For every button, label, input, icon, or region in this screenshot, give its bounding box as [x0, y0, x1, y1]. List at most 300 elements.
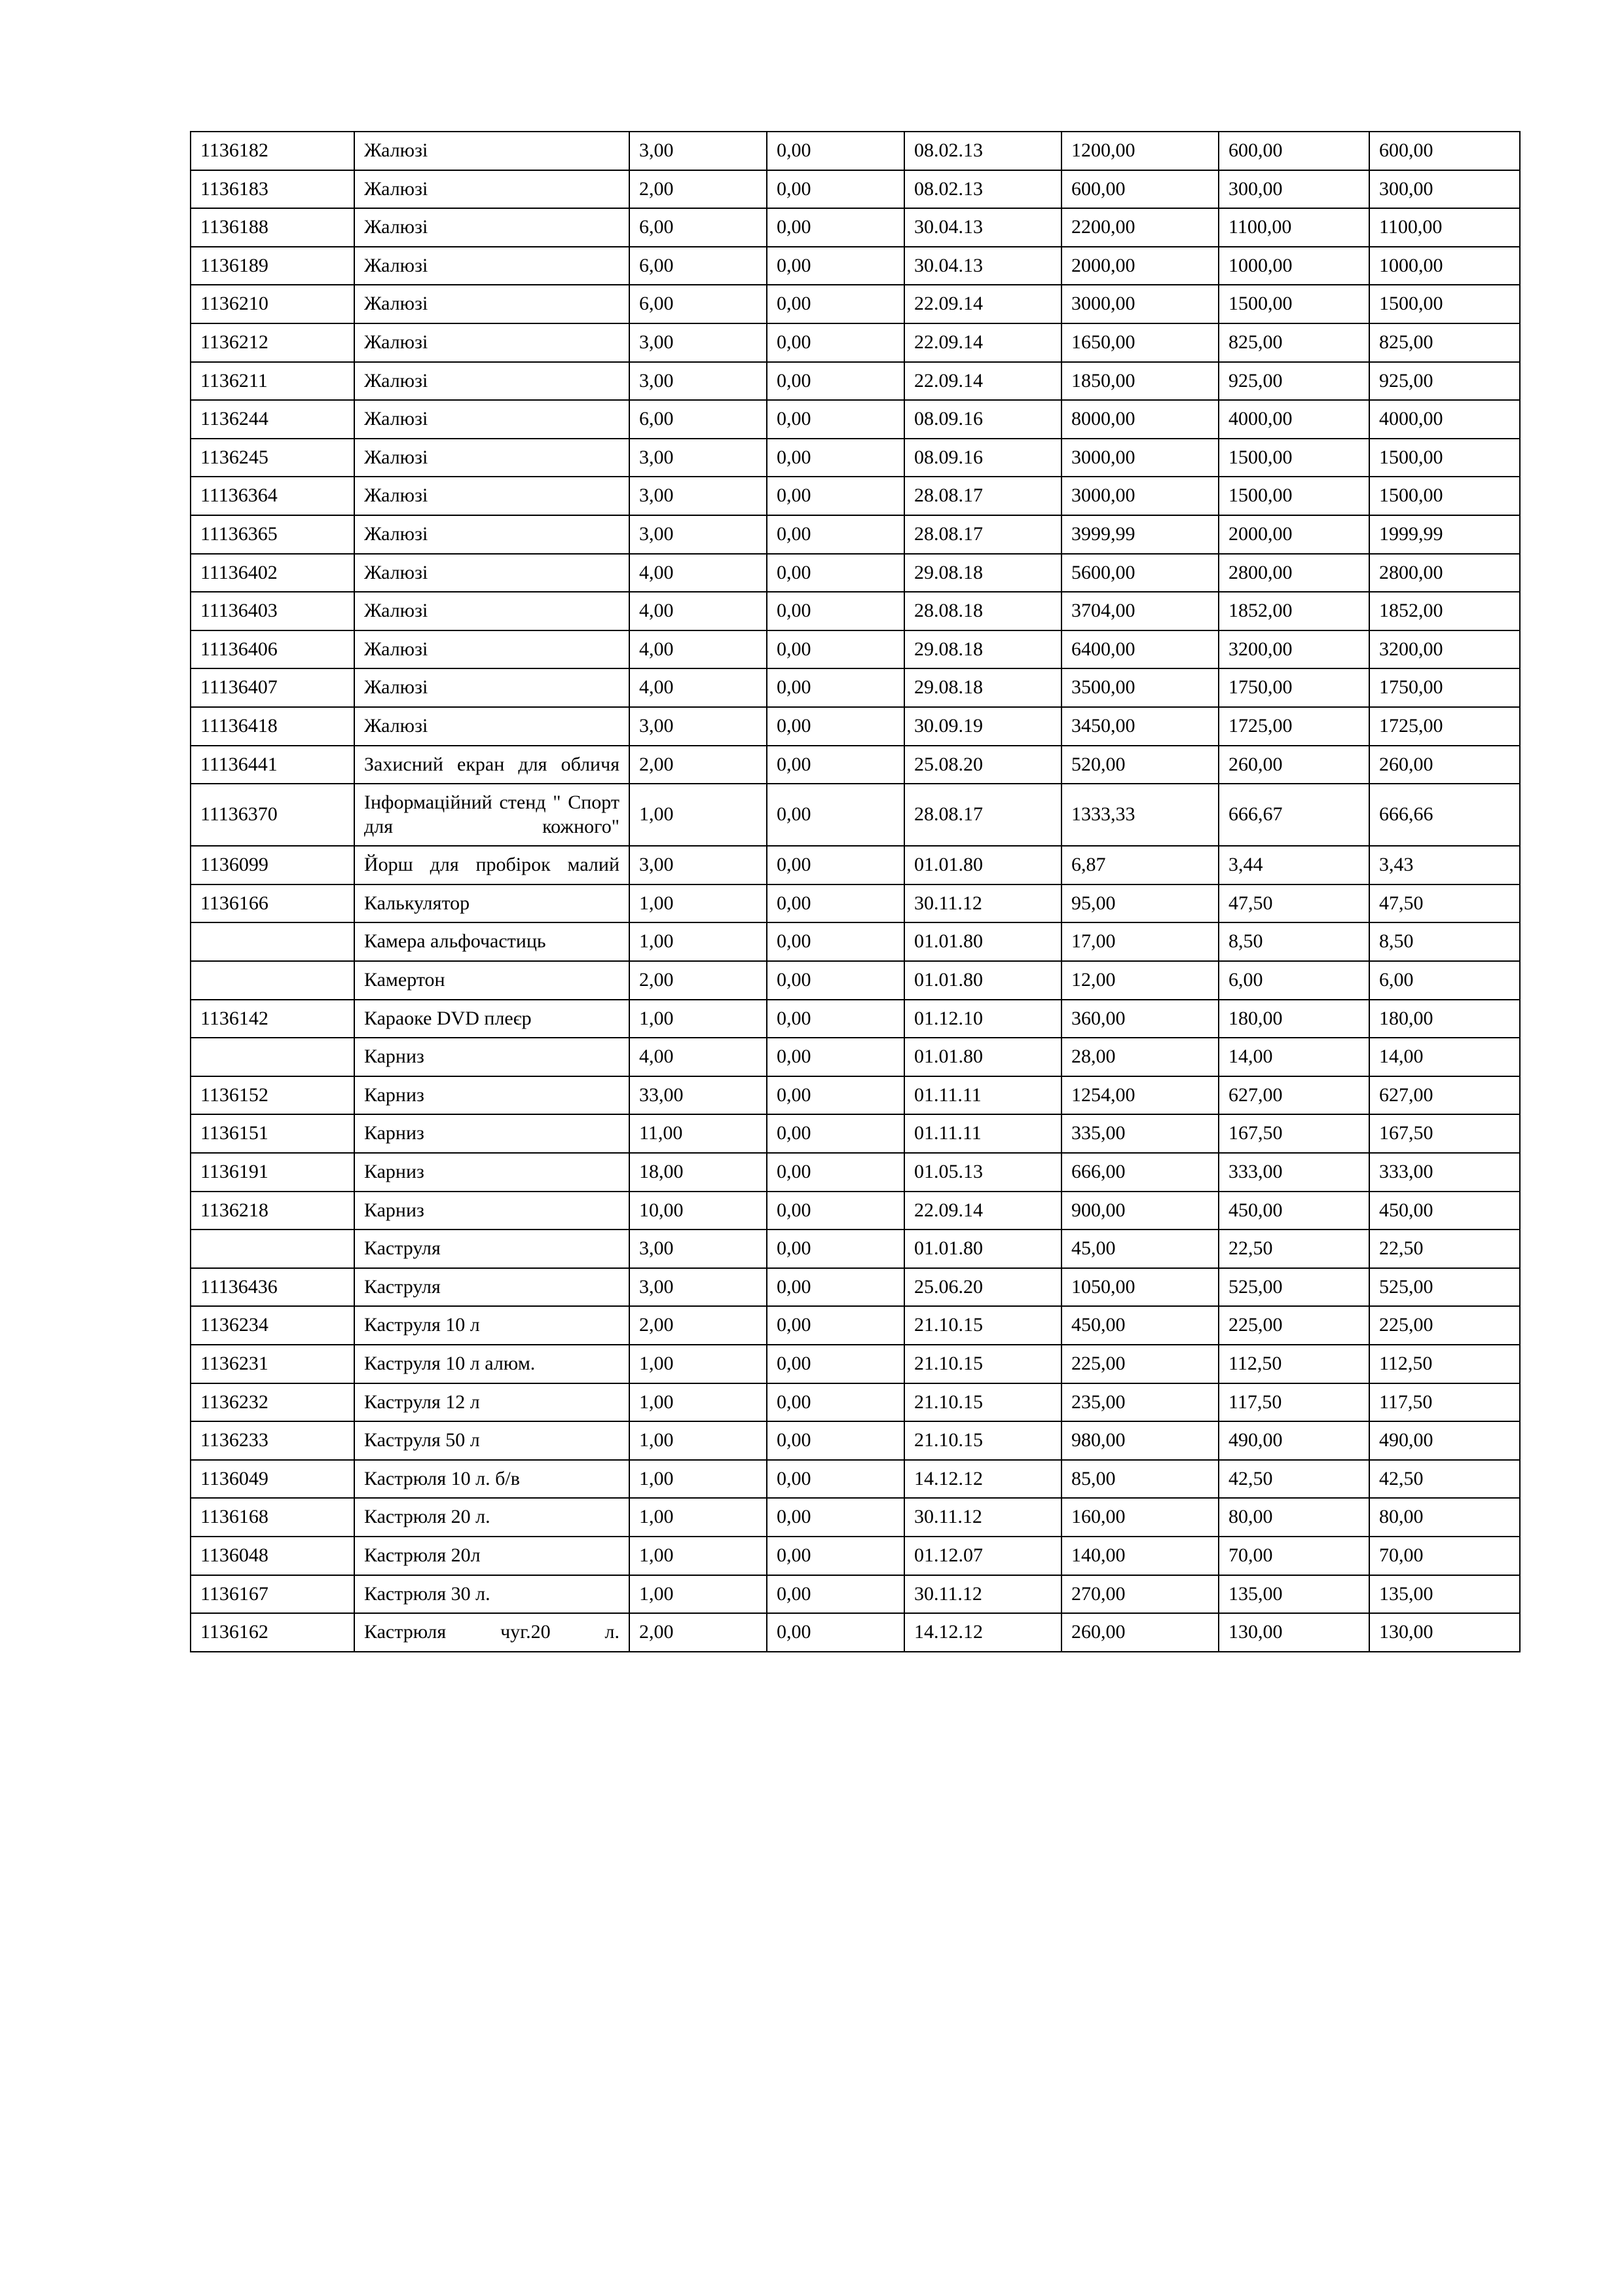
cell-qty: 2,00: [629, 1613, 767, 1652]
cell-zero: 0,00: [767, 208, 904, 247]
cell-code: 11136418: [191, 707, 354, 746]
cell-date: 22.09.14: [904, 362, 1061, 401]
cell-name: Жалюзі: [354, 592, 629, 630]
table-row: [191, 362, 1520, 401]
cell-name: Каструля 12 л: [354, 1383, 629, 1422]
cell-zero: 0,00: [767, 247, 904, 285]
cell-val1: 627,00: [1219, 1076, 1369, 1115]
cell-qty: 2,00: [629, 961, 767, 1000]
cell-qty: 2,00: [629, 1306, 767, 1345]
cell-code: 1136168: [191, 1498, 354, 1537]
cell-sum: 1333,33: [1061, 784, 1219, 846]
cell-zero: 0,00: [767, 400, 904, 439]
cell-val1: 825,00: [1219, 323, 1369, 362]
cell-name: Жалюзі: [354, 400, 629, 439]
cell-val1: 14,00: [1219, 1038, 1369, 1076]
cell-zero: 0,00: [767, 630, 904, 669]
cell-code: 1136191: [191, 1153, 354, 1192]
cell-code: 1136048: [191, 1537, 354, 1575]
cell-val2: 70,00: [1369, 1537, 1520, 1575]
cell-name: Каструля 50 л: [354, 1421, 629, 1460]
cell-sum: 12,00: [1061, 961, 1219, 1000]
cell-date: 01.01.80: [904, 1230, 1061, 1268]
cell-code: 1136182: [191, 132, 354, 170]
cell-val1: 925,00: [1219, 362, 1369, 401]
cell-code: 11136436: [191, 1268, 354, 1307]
table-row: [191, 1114, 1520, 1153]
cell-code: 1136212: [191, 323, 354, 362]
cell-name: Жалюзі: [354, 707, 629, 746]
cell-name: Жалюзі: [354, 247, 629, 285]
cell-val2: 1725,00: [1369, 707, 1520, 746]
cell-date: 08.02.13: [904, 132, 1061, 170]
table-row: [191, 1613, 1520, 1652]
table-row: [191, 1268, 1520, 1307]
cell-date: 21.10.15: [904, 1345, 1061, 1383]
cell-val1: 8,50: [1219, 922, 1369, 961]
cell-val1: 70,00: [1219, 1537, 1369, 1575]
cell-code: 1136166: [191, 884, 354, 923]
table-row: [191, 1076, 1520, 1115]
table-row: [191, 1306, 1520, 1345]
cell-val2: 3200,00: [1369, 630, 1520, 669]
cell-code: 1136142: [191, 1000, 354, 1038]
cell-zero: 0,00: [767, 922, 904, 961]
table-row: [191, 439, 1520, 477]
cell-zero: 0,00: [767, 554, 904, 592]
cell-zero: 0,00: [767, 1345, 904, 1383]
cell-sum: 28,00: [1061, 1038, 1219, 1076]
cell-qty: 4,00: [629, 592, 767, 630]
cell-val1: 666,67: [1219, 784, 1369, 846]
cell-sum: 85,00: [1061, 1460, 1219, 1499]
cell-code: 1136231: [191, 1345, 354, 1383]
table-row: [191, 1038, 1520, 1076]
cell-code: 11136441: [191, 746, 354, 784]
cell-date: 28.08.18: [904, 592, 1061, 630]
cell-date: 29.08.18: [904, 668, 1061, 707]
cell-sum: 140,00: [1061, 1537, 1219, 1575]
cell-date: 30.11.12: [904, 1575, 1061, 1614]
cell-val2: 4000,00: [1369, 400, 1520, 439]
cell-date: 14.12.12: [904, 1613, 1061, 1652]
inventory-table: [190, 131, 1521, 1652]
cell-sum: 3000,00: [1061, 477, 1219, 515]
cell-qty: 3,00: [629, 1230, 767, 1268]
cell-val1: 333,00: [1219, 1153, 1369, 1192]
cell-name: Карниз: [354, 1076, 629, 1115]
cell-zero: 0,00: [767, 515, 904, 554]
cell-val2: 600,00: [1369, 132, 1520, 170]
cell-zero: 0,00: [767, 746, 904, 784]
table-row: [191, 846, 1520, 884]
cell-code: 1136099: [191, 846, 354, 884]
cell-qty: 1,00: [629, 1575, 767, 1614]
cell-val1: 1750,00: [1219, 668, 1369, 707]
cell-val2: 1500,00: [1369, 285, 1520, 323]
cell-val2: 525,00: [1369, 1268, 1520, 1307]
cell-zero: 0,00: [767, 884, 904, 923]
cell-sum: 3000,00: [1061, 285, 1219, 323]
cell-val1: 1500,00: [1219, 477, 1369, 515]
table-row: [191, 1537, 1520, 1575]
cell-val2: 112,50: [1369, 1345, 1520, 1383]
cell-date: 08.09.16: [904, 400, 1061, 439]
cell-val2: 225,00: [1369, 1306, 1520, 1345]
table-row: [191, 208, 1520, 247]
cell-val1: 167,50: [1219, 1114, 1369, 1153]
cell-sum: 6,87: [1061, 846, 1219, 884]
table-row: [191, 784, 1520, 846]
cell-date: 29.08.18: [904, 630, 1061, 669]
cell-code: 1136049: [191, 1460, 354, 1499]
cell-name: Жалюзі: [354, 477, 629, 515]
cell-zero: 0,00: [767, 1537, 904, 1575]
cell-name: Жалюзі: [354, 439, 629, 477]
cell-date: 01.05.13: [904, 1153, 1061, 1192]
inventory-table-body: [191, 132, 1520, 1652]
cell-qty: 1,00: [629, 1345, 767, 1383]
cell-code: 1136183: [191, 170, 354, 209]
cell-val1: 525,00: [1219, 1268, 1369, 1307]
cell-date: 01.11.11: [904, 1114, 1061, 1153]
cell-zero: 0,00: [767, 477, 904, 515]
cell-code: 1136218: [191, 1192, 354, 1230]
cell-sum: 45,00: [1061, 1230, 1219, 1268]
cell-qty: 3,00: [629, 439, 767, 477]
cell-code: 1136162: [191, 1613, 354, 1652]
cell-code: 11136406: [191, 630, 354, 669]
cell-code: [191, 1038, 354, 1076]
cell-val2: 666,66: [1369, 784, 1520, 846]
cell-sum: 270,00: [1061, 1575, 1219, 1614]
cell-val2: 627,00: [1369, 1076, 1520, 1115]
cell-val1: 3,44: [1219, 846, 1369, 884]
cell-name: Кастрюля 20 л.: [354, 1498, 629, 1537]
table-row: [191, 1345, 1520, 1383]
cell-zero: 0,00: [767, 1114, 904, 1153]
cell-sum: 360,00: [1061, 1000, 1219, 1038]
cell-val2: 117,50: [1369, 1383, 1520, 1422]
table-row: [191, 961, 1520, 1000]
table-row: [191, 477, 1520, 515]
cell-val2: 2800,00: [1369, 554, 1520, 592]
cell-sum: 900,00: [1061, 1192, 1219, 1230]
cell-name: Каструля 10 л: [354, 1306, 629, 1345]
table-row: [191, 515, 1520, 554]
cell-qty: 10,00: [629, 1192, 767, 1230]
cell-date: 21.10.15: [904, 1306, 1061, 1345]
cell-qty: 6,00: [629, 285, 767, 323]
cell-code: 1136233: [191, 1421, 354, 1460]
cell-qty: 2,00: [629, 170, 767, 209]
cell-zero: 0,00: [767, 285, 904, 323]
cell-zero: 0,00: [767, 1613, 904, 1652]
cell-sum: 600,00: [1061, 170, 1219, 209]
cell-val2: 925,00: [1369, 362, 1520, 401]
cell-date: 22.09.14: [904, 285, 1061, 323]
cell-qty: 6,00: [629, 247, 767, 285]
cell-qty: 1,00: [629, 1421, 767, 1460]
cell-val2: 135,00: [1369, 1575, 1520, 1614]
cell-val1: 80,00: [1219, 1498, 1369, 1537]
cell-sum: 8000,00: [1061, 400, 1219, 439]
cell-code: 1136188: [191, 208, 354, 247]
cell-qty: 1,00: [629, 1000, 767, 1038]
cell-date: 01.12.10: [904, 1000, 1061, 1038]
cell-date: 28.08.17: [904, 515, 1061, 554]
table-row: [191, 922, 1520, 961]
cell-date: 21.10.15: [904, 1383, 1061, 1422]
cell-code: [191, 1230, 354, 1268]
cell-val2: 450,00: [1369, 1192, 1520, 1230]
cell-name: Каструля: [354, 1268, 629, 1307]
cell-sum: 3500,00: [1061, 668, 1219, 707]
cell-date: 30.04.13: [904, 247, 1061, 285]
cell-code: 11136370: [191, 784, 354, 846]
cell-sum: 160,00: [1061, 1498, 1219, 1537]
cell-date: 01.01.80: [904, 1038, 1061, 1076]
cell-sum: 95,00: [1061, 884, 1219, 923]
cell-zero: 0,00: [767, 1000, 904, 1038]
cell-qty: 6,00: [629, 208, 767, 247]
cell-qty: 2,00: [629, 746, 767, 784]
cell-name: Кастрюля 20л: [354, 1537, 629, 1575]
cell-val1: 22,50: [1219, 1230, 1369, 1268]
table-row: [191, 323, 1520, 362]
cell-sum: 225,00: [1061, 1345, 1219, 1383]
cell-val2: 300,00: [1369, 170, 1520, 209]
cell-date: 30.11.12: [904, 884, 1061, 923]
cell-name: Камера альфочастиць: [354, 922, 629, 961]
cell-code: 1136152: [191, 1076, 354, 1115]
cell-name: Жалюзі: [354, 630, 629, 669]
cell-qty: 1,00: [629, 784, 767, 846]
cell-code: 1136151: [191, 1114, 354, 1153]
cell-val2: 1500,00: [1369, 477, 1520, 515]
cell-qty: 6,00: [629, 400, 767, 439]
table-row: [191, 1192, 1520, 1230]
cell-sum: 2200,00: [1061, 208, 1219, 247]
cell-qty: 33,00: [629, 1076, 767, 1115]
cell-name: Кастрюля чуг.20 л.: [354, 1613, 629, 1652]
cell-date: 25.08.20: [904, 746, 1061, 784]
cell-val2: 6,00: [1369, 961, 1520, 1000]
cell-val2: 14,00: [1369, 1038, 1520, 1076]
cell-date: 01.01.80: [904, 961, 1061, 1000]
table-row: [191, 1000, 1520, 1038]
cell-sum: 3450,00: [1061, 707, 1219, 746]
cell-val1: 112,50: [1219, 1345, 1369, 1383]
cell-code: 1136210: [191, 285, 354, 323]
cell-name: Жалюзі: [354, 323, 629, 362]
cell-val1: 2800,00: [1219, 554, 1369, 592]
cell-qty: 11,00: [629, 1114, 767, 1153]
cell-val1: 47,50: [1219, 884, 1369, 923]
cell-zero: 0,00: [767, 170, 904, 209]
table-row: [191, 132, 1520, 170]
cell-date: 01.01.80: [904, 922, 1061, 961]
cell-date: 28.08.17: [904, 784, 1061, 846]
table-row: [191, 1421, 1520, 1460]
table-row: [191, 285, 1520, 323]
cell-zero: 0,00: [767, 1421, 904, 1460]
cell-zero: 0,00: [767, 1192, 904, 1230]
cell-sum: 520,00: [1061, 746, 1219, 784]
cell-sum: 3704,00: [1061, 592, 1219, 630]
cell-zero: 0,00: [767, 592, 904, 630]
cell-date: 22.09.14: [904, 1192, 1061, 1230]
cell-code: 1136232: [191, 1383, 354, 1422]
cell-code: 11136403: [191, 592, 354, 630]
cell-val1: 1000,00: [1219, 247, 1369, 285]
cell-name: Карниз: [354, 1153, 629, 1192]
cell-qty: 4,00: [629, 1038, 767, 1076]
cell-zero: 0,00: [767, 668, 904, 707]
cell-zero: 0,00: [767, 1230, 904, 1268]
table-row: [191, 400, 1520, 439]
cell-val2: 42,50: [1369, 1460, 1520, 1499]
cell-name: Карниз: [354, 1038, 629, 1076]
cell-date: 25.06.20: [904, 1268, 1061, 1307]
cell-name: Жалюзі: [354, 285, 629, 323]
cell-val2: 1750,00: [1369, 668, 1520, 707]
cell-name: Каструля 10 л алюм.: [354, 1345, 629, 1383]
cell-val2: 1999,99: [1369, 515, 1520, 554]
cell-val2: 8,50: [1369, 922, 1520, 961]
cell-qty: 1,00: [629, 922, 767, 961]
cell-zero: 0,00: [767, 132, 904, 170]
cell-qty: 3,00: [629, 1268, 767, 1307]
cell-zero: 0,00: [767, 784, 904, 846]
cell-qty: 3,00: [629, 477, 767, 515]
cell-val1: 4000,00: [1219, 400, 1369, 439]
cell-val1: 1725,00: [1219, 707, 1369, 746]
cell-date: 01.01.80: [904, 846, 1061, 884]
cell-val1: 6,00: [1219, 961, 1369, 1000]
cell-val2: 22,50: [1369, 1230, 1520, 1268]
cell-qty: 3,00: [629, 515, 767, 554]
cell-sum: 1850,00: [1061, 362, 1219, 401]
cell-name: Камертон: [354, 961, 629, 1000]
cell-qty: 4,00: [629, 554, 767, 592]
cell-sum: 2000,00: [1061, 247, 1219, 285]
cell-zero: 0,00: [767, 846, 904, 884]
cell-val2: 490,00: [1369, 1421, 1520, 1460]
cell-val1: 1852,00: [1219, 592, 1369, 630]
cell-name: Калькулятор: [354, 884, 629, 923]
table-row: [191, 247, 1520, 285]
cell-sum: 450,00: [1061, 1306, 1219, 1345]
cell-code: 11136365: [191, 515, 354, 554]
table-row: [191, 746, 1520, 784]
cell-code: 1136167: [191, 1575, 354, 1614]
cell-val2: 47,50: [1369, 884, 1520, 923]
table-row: [191, 592, 1520, 630]
cell-zero: 0,00: [767, 323, 904, 362]
cell-code: 1136245: [191, 439, 354, 477]
cell-zero: 0,00: [767, 1383, 904, 1422]
cell-name: Жалюзі: [354, 208, 629, 247]
cell-sum: 335,00: [1061, 1114, 1219, 1153]
cell-val2: 1500,00: [1369, 439, 1520, 477]
cell-zero: 0,00: [767, 1153, 904, 1192]
cell-val1: 1100,00: [1219, 208, 1369, 247]
cell-zero: 0,00: [767, 439, 904, 477]
cell-name: Захисний екран для обличя: [354, 746, 629, 784]
cell-zero: 0,00: [767, 707, 904, 746]
cell-qty: 1,00: [629, 1383, 767, 1422]
cell-val2: 180,00: [1369, 1000, 1520, 1038]
cell-name: Йорш для пробірок малий: [354, 846, 629, 884]
cell-zero: 0,00: [767, 1460, 904, 1499]
table-row: [191, 884, 1520, 923]
cell-name: Жалюзі: [354, 132, 629, 170]
cell-name: Жалюзі: [354, 170, 629, 209]
cell-val1: 3200,00: [1219, 630, 1369, 669]
table-row: [191, 1153, 1520, 1192]
cell-sum: 5600,00: [1061, 554, 1219, 592]
cell-code: 1136244: [191, 400, 354, 439]
cell-code: [191, 922, 354, 961]
cell-zero: 0,00: [767, 1575, 904, 1614]
cell-name: Карниз: [354, 1192, 629, 1230]
cell-val1: 1500,00: [1219, 285, 1369, 323]
cell-qty: 3,00: [629, 362, 767, 401]
table-row: [191, 1575, 1520, 1614]
cell-date: 21.10.15: [904, 1421, 1061, 1460]
cell-date: 08.02.13: [904, 170, 1061, 209]
cell-sum: 17,00: [1061, 922, 1219, 961]
cell-val1: 600,00: [1219, 132, 1369, 170]
cell-date: 22.09.14: [904, 323, 1061, 362]
table-row: [191, 1383, 1520, 1422]
cell-code: 11136364: [191, 477, 354, 515]
cell-sum: 1254,00: [1061, 1076, 1219, 1115]
cell-qty: 3,00: [629, 323, 767, 362]
cell-code: 11136407: [191, 668, 354, 707]
cell-sum: 1650,00: [1061, 323, 1219, 362]
cell-code: 11136402: [191, 554, 354, 592]
cell-qty: 3,00: [629, 707, 767, 746]
cell-qty: 1,00: [629, 1460, 767, 1499]
table-row: [191, 630, 1520, 669]
cell-val1: 180,00: [1219, 1000, 1369, 1038]
cell-date: 30.09.19: [904, 707, 1061, 746]
cell-date: 30.04.13: [904, 208, 1061, 247]
cell-date: 28.08.17: [904, 477, 1061, 515]
cell-val2: 260,00: [1369, 746, 1520, 784]
cell-code: [191, 961, 354, 1000]
cell-sum: 6400,00: [1061, 630, 1219, 669]
cell-code: 1136211: [191, 362, 354, 401]
cell-date: 14.12.12: [904, 1460, 1061, 1499]
cell-sum: 666,00: [1061, 1153, 1219, 1192]
cell-qty: 4,00: [629, 630, 767, 669]
cell-name: Інформаційний стенд " Спорт для кожного": [354, 784, 629, 846]
cell-val2: 80,00: [1369, 1498, 1520, 1537]
cell-val2: 333,00: [1369, 1153, 1520, 1192]
table-row: [191, 1460, 1520, 1499]
cell-date: 01.11.11: [904, 1076, 1061, 1115]
cell-qty: 4,00: [629, 668, 767, 707]
cell-qty: 1,00: [629, 884, 767, 923]
table-row: [191, 707, 1520, 746]
table-row: [191, 554, 1520, 592]
cell-sum: 3000,00: [1061, 439, 1219, 477]
cell-zero: 0,00: [767, 1268, 904, 1307]
table-row: [191, 170, 1520, 209]
